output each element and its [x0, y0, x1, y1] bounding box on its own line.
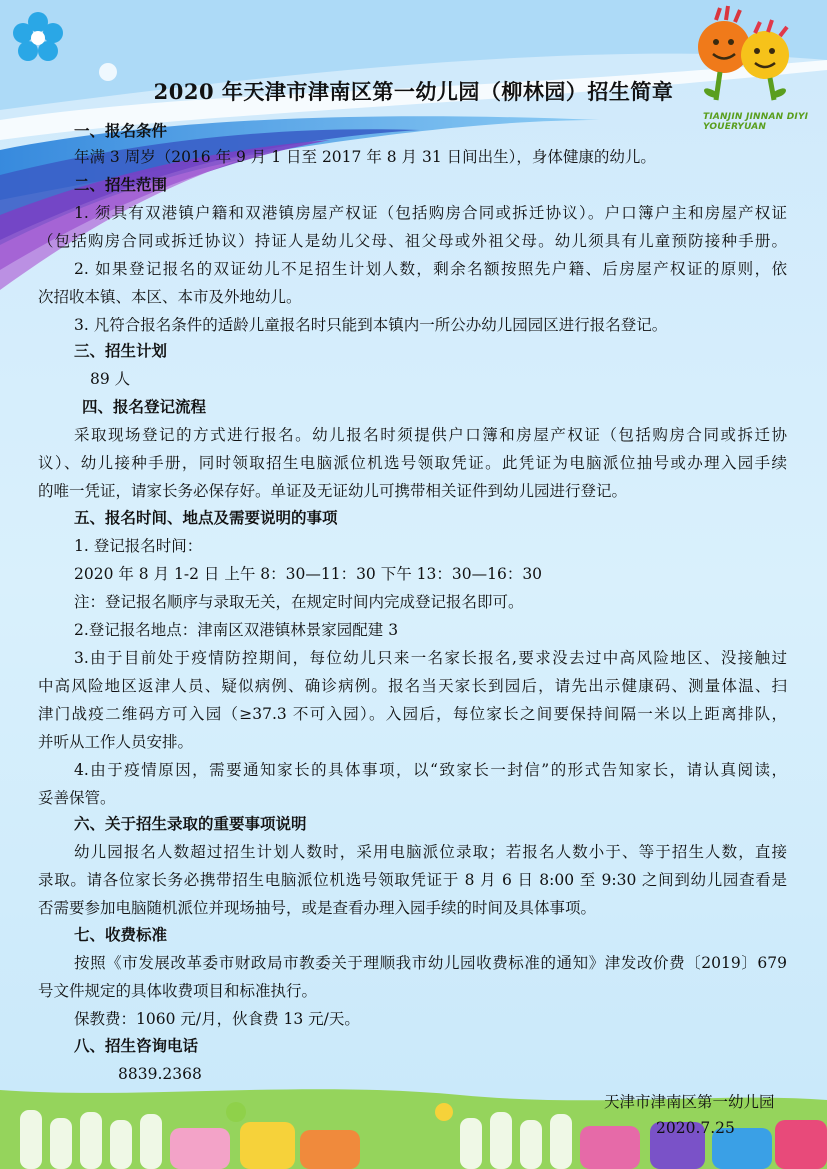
page-title: 2020 年天津市津南区第一幼儿园（柳林园）招生简章: [153, 79, 674, 104]
section-4-line-1: 采取现场登记的方式进行报名。幼儿报名时须提供户口簿和房屋产权证（包括购房合同或拆迁协: [74, 426, 787, 444]
section-7-line-2: 号文件规定的具体收费项目和标准执行。: [38, 982, 318, 1000]
section-2-para-2-line-1: 2. 如果登记报名的双证幼儿不足招生计划人数，剩余名额按照先户籍、后房屋产权证的原则，依: [74, 260, 787, 278]
logo-text: TIANJIN JINNAN DIYI YOUERYUAN: [703, 112, 809, 132]
section-3-body: 89 人: [90, 370, 131, 388]
section-2-para-2-line-2: 次招收本镇、本区、本市及外地幼儿。: [38, 288, 302, 306]
section-4-line-2: 议）、幼儿接种手册，同时领取招生电脑派位机选号领取凭证。此凭证为电脑派位抽号或办理入园手续: [38, 454, 787, 472]
section-2-para-1-line-1: 1. 须具有双港镇户籍和双港镇房屋产权证（包括购房合同或拆迁协议）。户口簿户主和房屋产权证: [74, 204, 788, 222]
section-5-line-7: 津门战疫二维码方可入园（≥37.3 不可入园）。入园后，每位家长之间要保持间隔一米以上距离排队，: [38, 705, 787, 723]
section-2-para-3: 3. 凡符合报名条件的适龄儿童报名时只能到本镇内一所公办幼儿园园区进行报名登记。: [74, 316, 668, 334]
section-7-line-1: 按照《市发展改革委市财政局市教委关于理顺我市幼儿园收费标准的通知》津发改价费〔2019〕679: [74, 954, 787, 972]
section-2-para-1-line-2: （包括购房合同或拆迁协议）持证人是幼儿父母、祖父母或外祖父母。幼儿须具有儿童预防接种手册。: [38, 232, 787, 250]
section-6-line-2: 录取。请各位家长务必携带招生电脑派位机选号领取凭证于 8 月 6 日 8:00 至 9:30 之间到幼儿园查看是: [38, 871, 787, 889]
section-6-heading: 六、关于招生录取的重要事项说明: [74, 815, 307, 833]
section-5-line-6: 中高风险地区返津人员、疑似病例、确诊病例。报名当天家长到园后，请先出示健康码、测量体温、扫: [38, 677, 787, 695]
section-7-line-3: 保教费：1060 元/月，伙食费 13 元/天。: [74, 1010, 360, 1028]
section-6-line-3: 否需要参加电脑随机派位并现场抽号，或是查看办理入园手续的时间及具体事项。: [38, 899, 597, 917]
section-5-line-1: 1. 登记报名时间：: [74, 537, 203, 555]
section-5-heading: 五、报名时间、地点及需要说明的事项: [74, 509, 338, 527]
section-5-line-10: 妥善保管。: [38, 789, 116, 807]
section-8-heading: 八、招生咨询电话: [74, 1037, 199, 1055]
section-5-line-2: 2020 年 8 月 1-2 日 上午 8：30—11：30 下午 13：30—16：30: [74, 565, 543, 583]
section-4-line-3: 的唯一凭证，请家长务必保存好。单证及无证幼儿可携带相关证件到幼儿园进行登记。: [38, 482, 628, 500]
section-5-line-9: 4.由于疫情原因，需要通知家长的具体事项，以“致家长一封信”的形式告知家长，请认真阅读，: [74, 761, 787, 779]
section-2-heading: 二、招生范围: [74, 176, 168, 194]
section-5-line-8: 并听从工作人员安排。: [38, 733, 194, 751]
section-1-heading: 一、报名条件: [74, 122, 168, 140]
section-5-line-3: 注：登记报名顺序与录取无关，在规定时间内完成登记报名即可。: [74, 593, 524, 611]
section-6-line-1: 幼儿园报名人数超过招生计划人数时，采用电脑派位录取；若报名人数小于、等于招生人数，直接: [74, 843, 787, 861]
section-1-body: 年满 3 周岁（2016 年 9 月 1 日至 2017 年 8 月 31 日间出生），身体健康的幼儿。: [74, 148, 656, 166]
section-3-heading: 三、招生计划: [74, 342, 168, 360]
section-5-line-5: 3.由于目前处于疫情防控期间，每位幼儿只来一名家长报名,要求没去过中高风险地区、没接触过: [74, 649, 787, 667]
section-5-line-4: 2.登记报名地点：津南区双港镇林景家园配建 3: [74, 621, 399, 639]
section-4-heading: 四、报名登记流程: [82, 398, 207, 416]
footer-organization: 天津市津南区第一幼儿园: [604, 1093, 775, 1111]
section-8-phone: 8839.2368: [118, 1065, 202, 1083]
footer-date: 2020.7.25: [656, 1119, 735, 1137]
section-7-heading: 七、收费标准: [74, 926, 168, 944]
